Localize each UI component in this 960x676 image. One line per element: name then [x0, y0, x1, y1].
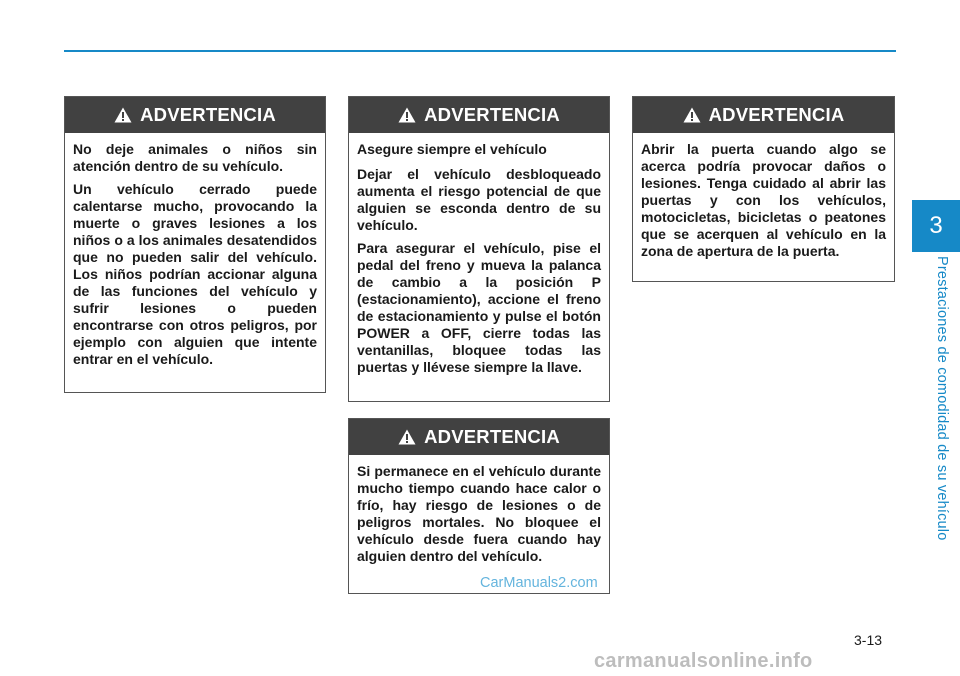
warning-paragraph: Abrir la puerta cuando algo se acerca podría provocar daños o lesiones. Tenga cuidado al abrir las puertas y con los vehículos, motocicletas, bicicletas o peatones que se acerquen al vehículo en la zona de apertura de la puerta.	[641, 141, 886, 259]
warning-header	[349, 97, 609, 133]
warning-triangle-icon	[114, 107, 132, 123]
watermark-inline: CarManuals2.com	[480, 575, 598, 591]
warning-header-label: ADVERTENCIA	[424, 426, 560, 447]
page-number: 3-13	[854, 632, 883, 648]
warning-header-label: ADVERTENCIA	[140, 104, 276, 125]
warning-heading: Asegure siempre el vehículo	[357, 141, 547, 157]
warning-paragraph: Dejar el vehículo desbloqueado aumenta el riesgo potencial de que alguien se esconda dentro de su vehículo.	[357, 166, 601, 233]
chapter-title: Prestaciones de comodidad de su vehículo	[934, 256, 950, 541]
warning-triangle-icon	[398, 429, 416, 445]
warning-body	[65, 133, 325, 368]
warning-header-label: ADVERTENCIA	[424, 104, 560, 125]
warning-paragraph: Un vehículo cerrado puede calentarse mucho, provocando la muerte o graves lesiones a los niños o a los animales desatendidos que no pueden salir del vehículo. Los niños podrían accionar alguna de las funciones del vehículo y sufrir lesiones o pueden encontrarse con otros peligros, por ejemplo con alguien que intente entrar en el vehículo.	[73, 181, 317, 367]
warning-box-children-animals	[64, 96, 326, 393]
warning-triangle-icon	[683, 107, 701, 123]
top-rule	[64, 50, 896, 52]
watermark-footer: carmanualsonline.info	[594, 650, 813, 672]
warning-triangle-icon	[398, 107, 416, 123]
warning-body	[633, 133, 894, 260]
warning-paragraph: Si permanece en el vehículo durante mucho tiempo cuando hace calor o frío, hay riesgo de lesiones o de peligros mortales. No bloquee el vehículo desde fuera cuando hay alguien dentro del vehículo.	[357, 463, 601, 564]
warning-header	[633, 97, 894, 133]
chapter-number: 3	[929, 212, 943, 239]
warning-body	[349, 133, 609, 376]
warning-header	[349, 419, 609, 455]
warning-body	[349, 455, 609, 565]
chapter-tab	[912, 200, 960, 252]
warning-box-temperature	[348, 418, 610, 594]
warning-box-secure-vehicle	[348, 96, 610, 402]
warning-box-door-opening	[632, 96, 895, 282]
warning-header	[65, 97, 325, 133]
warning-paragraph: No deje animales o niños sin atención dentro de su vehículo.	[73, 141, 317, 174]
warning-header-label: ADVERTENCIA	[708, 104, 845, 125]
warning-paragraph: Para asegurar el vehículo, pise el pedal del freno y mueva la palanca de cambio a la posición P (estacionamiento), accione el freno de estacionamiento y pulse el botón POWER a OFF, cierre todas las ventanillas, bloquee todas las puertas y llévese siempre la llave.	[357, 240, 601, 375]
